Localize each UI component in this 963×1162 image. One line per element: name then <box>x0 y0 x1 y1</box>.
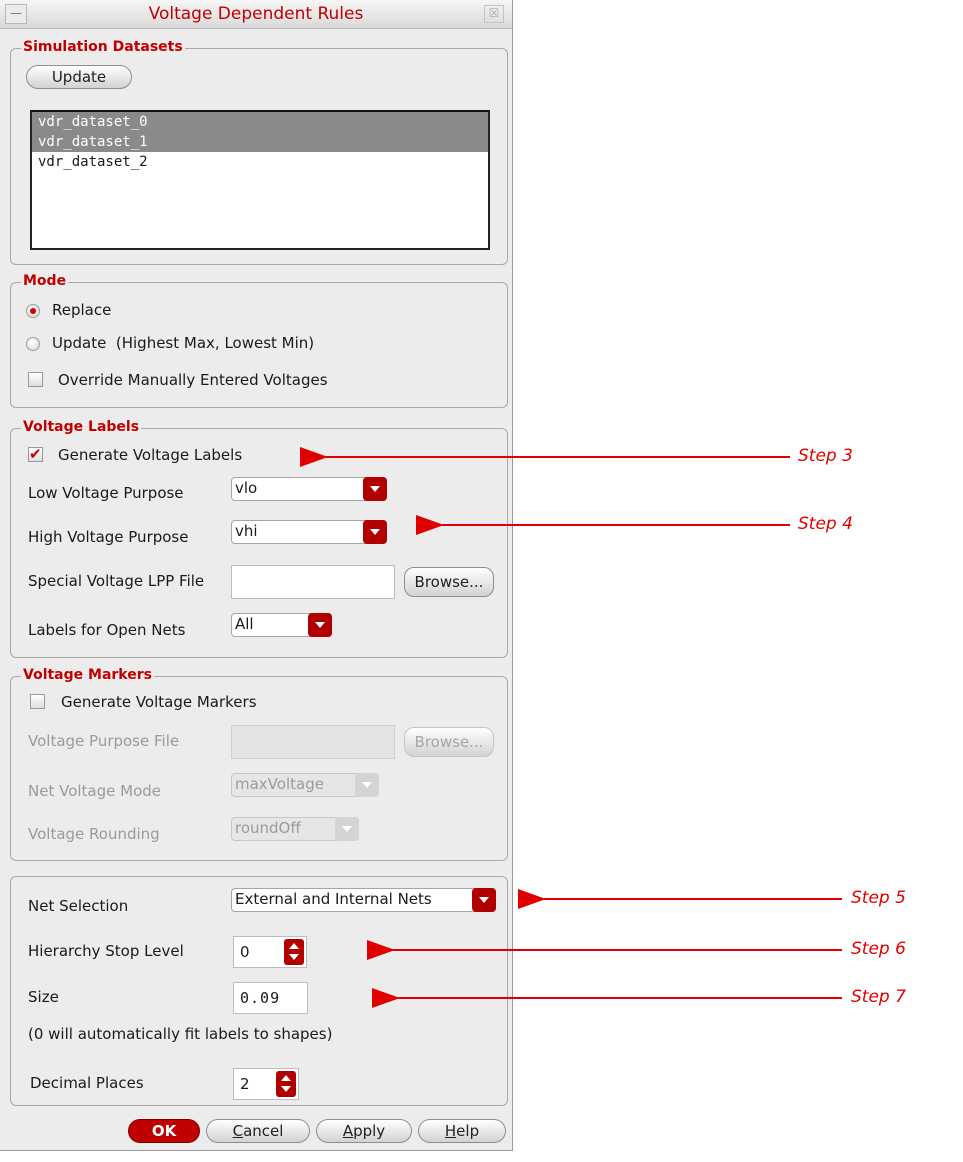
step6-label: Step 6 <box>851 939 906 959</box>
window-title: Voltage Dependent Rules <box>148 4 364 24</box>
low-voltage-purpose-label: Low Voltage Purpose <box>28 484 184 502</box>
apply-mnemonic: A <box>342 1122 354 1140</box>
voltage-markers-label: Voltage Markers <box>23 667 152 683</box>
minimize-icon[interactable]: — <box>5 4 27 24</box>
update-radio-text: Update <box>52 334 107 352</box>
open-nets-value: All <box>235 615 254 633</box>
net-selection-label: Net Selection <box>28 897 129 915</box>
size-label: Size <box>28 988 59 1006</box>
apply-label: pply <box>353 1122 386 1140</box>
help-mnemonic: H <box>444 1122 457 1140</box>
ok-button[interactable]: OK <box>128 1119 200 1143</box>
size-hint-text: (0 will automatically fit labels to shapes) <box>28 1025 333 1043</box>
simulation-datasets-label: Simulation Datasets <box>23 39 183 55</box>
voltage-rounding-label: Voltage Rounding <box>28 825 160 843</box>
labels-open-nets-label: Labels for Open Nets <box>28 621 186 639</box>
decimal-places-value: 2 <box>240 1075 250 1093</box>
low-voltage-purpose-value: vlo <box>235 479 258 497</box>
generate-voltage-markers-label: Generate Voltage Markers <box>61 693 257 711</box>
size-value: 0.09 <box>240 989 281 1007</box>
browse-lpp-button[interactable]: Browse... <box>404 567 494 597</box>
override-voltages-label: Override Manually Entered Voltages <box>58 371 328 389</box>
cancel-label: ancel <box>243 1122 284 1140</box>
high-voltage-purpose-label: High Voltage Purpose <box>28 528 189 546</box>
dataset-item-1[interactable]: vdr_dataset_1 <box>32 132 488 152</box>
high-voltage-purpose-value: vhi <box>235 522 258 540</box>
dataset-item-2[interactable]: vdr_dataset_2 <box>38 154 148 170</box>
voltage-purpose-file-label: Voltage Purpose File <box>28 732 180 750</box>
cancel-mnemonic: C <box>232 1122 244 1140</box>
decimal-places-label: Decimal Places <box>30 1074 144 1092</box>
step3-label: Step 3 <box>798 446 853 466</box>
generate-voltage-labels-label: Generate Voltage Labels <box>58 446 243 464</box>
browse-purpose-file-button: Browse... <box>404 727 494 757</box>
dataset-item-0[interactable]: vdr_dataset_0 <box>32 112 488 132</box>
step7-label: Step 7 <box>851 987 906 1007</box>
step5-label: Step 5 <box>851 888 906 908</box>
hierarchy-stop-level-value: 0 <box>240 943 250 961</box>
update-radio-hint: (Highest Max, Lowest Min) <box>115 334 315 352</box>
special-lpp-file-label: Special Voltage LPP File <box>28 572 205 590</box>
step4-label: Step 4 <box>798 514 853 534</box>
mode-label: Mode <box>23 273 67 289</box>
net-voltage-mode-label: Net Voltage Mode <box>28 782 162 800</box>
hierarchy-stop-level-label: Hierarchy Stop Level <box>28 942 184 960</box>
voltage-rounding-value: roundOff <box>235 819 301 837</box>
close-icon[interactable]: ☒ <box>484 5 504 23</box>
help-label: elp <box>456 1122 480 1140</box>
replace-radio-label: Replace <box>52 301 112 319</box>
update-datasets-button[interactable]: Update <box>26 65 132 89</box>
net-selection-value: External and Internal Nets <box>235 890 432 908</box>
net-voltage-mode-value: maxVoltage <box>235 775 324 793</box>
voltage-labels-label: Voltage Labels <box>23 419 140 435</box>
